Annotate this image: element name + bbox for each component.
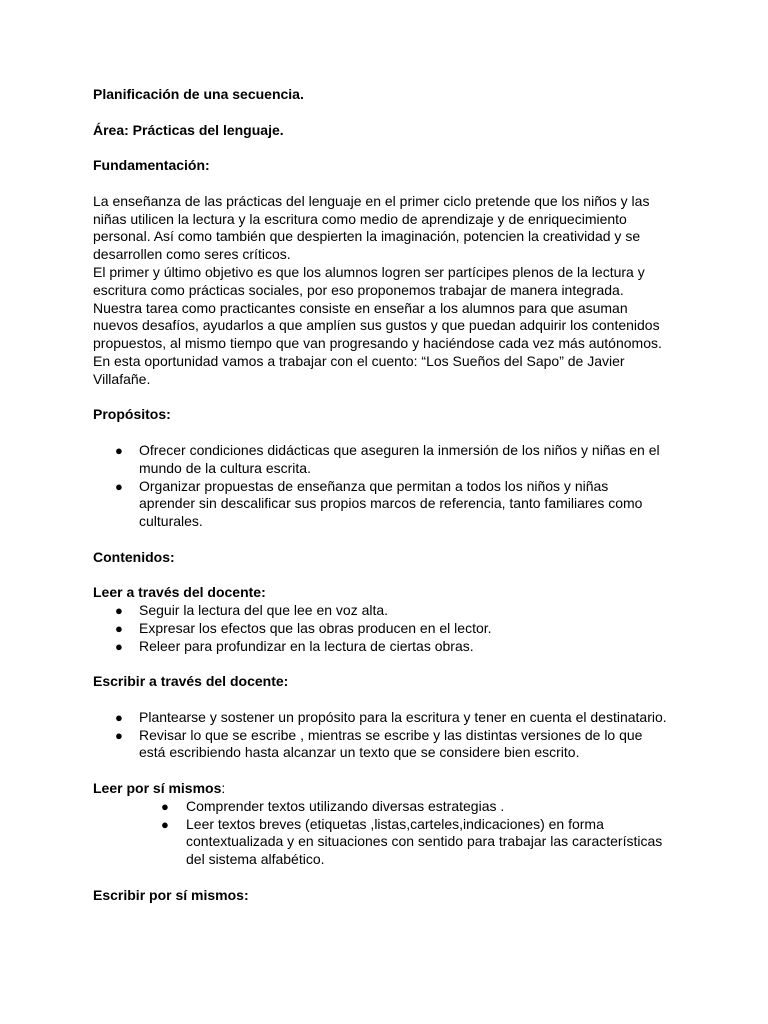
area-heading: Área: Prácticas del lenguaje. (93, 121, 284, 138)
leer-docente-list (93, 602, 683, 655)
list-item (93, 620, 683, 638)
text-line: Nuestra tarea como practicantes consiste en enseñar a los alumnos para que asuman (93, 299, 628, 316)
escribir-docente-heading: Escribir a través del docente: (93, 673, 289, 690)
fundamentacion-heading: Fundamentación: (93, 157, 210, 174)
text-line: Expresar los efectos que las obras producen en el lector. (139, 619, 492, 636)
text-line: Seguir la lectura del que lee en voz alta. (139, 602, 389, 619)
text-line: contextualizada y en situaciones con sentido para trabajar las características (186, 833, 663, 850)
bullet-icon: ● (161, 798, 169, 814)
text-line: aprender sin descalificar sus propios marcos de referencia, tanto familiares como (139, 495, 643, 512)
bullet-icon: ● (115, 727, 123, 743)
bullet-icon: ● (115, 620, 123, 636)
text-line: El primer y último objetivo es que los alumnos logren ser partícipes plenos de la lectura y (93, 263, 645, 280)
fundamentacion-paragraph (93, 193, 683, 389)
text-line: En esta oportunidad vamos a trabajar con el cuento: “Los Sueños del Sapo” de Javier (93, 352, 625, 369)
bullet-icon: ● (115, 603, 123, 619)
text-line: Revisar lo que se escribe , mientras se escribe y las distintas versiones de lo que (139, 726, 643, 743)
leer-si-mismos-list (93, 798, 683, 869)
document-title: Planificación de una secuencia. (93, 86, 304, 102)
leer-si-mismos-heading-line (93, 780, 683, 798)
text-line: Comprender textos utilizando diversas estrategias . (186, 797, 505, 814)
text-line: propuestos, al mismo tiempo que van progresando y haciéndose cada vez más autónomos. (93, 335, 662, 352)
propositos-heading: Propósitos: (93, 406, 171, 423)
text-line: está escribiendo hasta alcanzar un texto que se considere bien escrito. (139, 744, 580, 761)
text-line: Releer para profundizar en la lectura de ciertas obras. (139, 637, 474, 654)
leer-si-mismos-heading: Leer por sí mismos (93, 780, 222, 797)
bullet-icon: ● (115, 709, 123, 725)
text-line: Plantearse y sostener un propósito para la escritura y tener en cuenta el destinatario. (139, 708, 667, 725)
bullet-icon: ● (115, 638, 123, 654)
text-line: Organizar propuestas de enseñanza que permitan a todos los niños y niñas (139, 477, 609, 494)
text-line: culturales. (139, 513, 203, 530)
escribir-docente-list (93, 709, 683, 762)
bullet-icon: ● (115, 478, 123, 494)
text-line: Leer textos breves (etiquetas ,listas,carteles,indicaciones) en forma (186, 815, 604, 832)
heading-colon: : (221, 780, 226, 797)
text-line: nuevos desafíos, ayudarlos a que amplíen sus gustos y que puedan adquirir los contenidos (93, 317, 660, 334)
text-line: escritura como prácticas sociales, por eso proponemos trabajar de manera integrada. (93, 281, 624, 298)
list-item (93, 709, 683, 727)
escribir-si-mismos-heading: Escribir por sí mismos: (93, 886, 249, 903)
text-line: niñas utilicen la lectura y la escritura como medio de aprendizaje y de enriquecimiento (93, 210, 627, 227)
text-line: Ofrecer condiciones didácticas que aseguren la inmersión de los niños y niñas en el (139, 441, 660, 458)
list-item (93, 816, 683, 869)
list-item (93, 727, 683, 763)
bullet-icon: ● (115, 442, 123, 458)
text-line: del sistema alfabético. (186, 851, 325, 868)
list-item (93, 478, 683, 531)
bullet-icon: ● (161, 816, 169, 832)
contenidos-heading: Contenidos: (93, 548, 175, 565)
list-item (93, 602, 683, 620)
propositos-list (93, 442, 683, 531)
document-page (93, 86, 683, 905)
text-line: La enseñanza de las prácticas del lenguaje en el primer ciclo pretende que los niños y las (93, 192, 650, 209)
list-item (93, 798, 683, 816)
text-line: Villafañe. (93, 370, 151, 387)
leer-docente-heading: Leer a través del docente: (93, 584, 266, 601)
text-line: personal. Así como también que despierten la imaginación, potencien la creatividad y se (93, 228, 641, 245)
text-line: desarrollen como seres críticos. (93, 246, 291, 263)
list-item (93, 442, 683, 478)
text-line: mundo de la cultura escrita. (139, 459, 311, 476)
list-item (93, 638, 683, 656)
